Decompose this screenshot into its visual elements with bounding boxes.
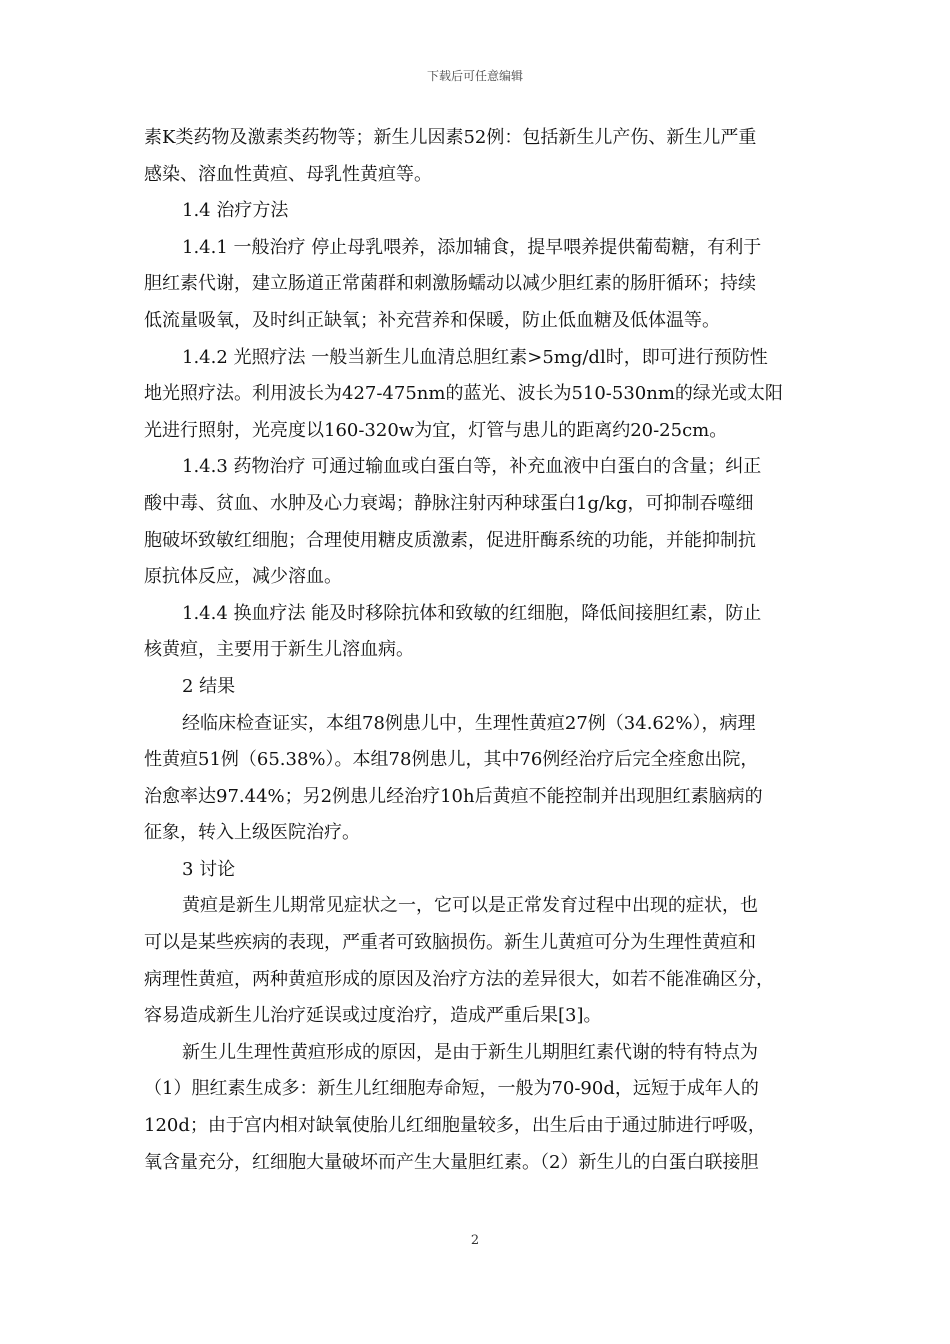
text-line: 3 讨论 xyxy=(182,858,236,880)
text-line: 感染、溶血性黄疸、母乳性黄疸等。 xyxy=(144,163,432,185)
document-body xyxy=(144,120,808,1181)
text-line: 素K类药物及激素类药物等；新生儿因素52例：包括新生儿产伤、新生儿严重 xyxy=(144,127,757,148)
text-line: 光进行照射，光亮度以160-320w为宜，灯管与患儿的距离约20-25cm。 xyxy=(144,419,728,441)
text-line: 病理性黄疸，两种黄疸形成的原因及治疗方法的差异很大，如若不能准确区分， xyxy=(144,968,774,990)
text-line: 氧含量充分，红细胞大量破坏而产生大量胆红素。（2）新生儿的白蛋白联接胆 xyxy=(144,1151,759,1173)
text-line: 胆红素代谢，建立肠道正常菌群和刺激肠蠕动以减少胆红素的肠肝循环；持续 xyxy=(144,273,756,295)
text-line: 2 结果 xyxy=(182,675,236,697)
text-line: 1.4.2 光照疗法 一般当新生儿血清总胆红素>5mg/dl时，即可进行预防性 xyxy=(182,346,768,368)
text-line: 酸中毒、贫血、水肿及心力衰竭；静脉注射丙种球蛋白1g/kg，可抑制吞噬细 xyxy=(144,492,754,514)
text-line: 核黄疸，主要用于新生儿溶血病。 xyxy=(144,639,414,661)
text-line: 低流量吸氧，及时纠正缺氧；补充营养和保暖，防止低血糖及低体温等。 xyxy=(144,309,720,331)
text-line: 性黄疸51例（65.38%）。本组78例患儿，其中76例经治疗后完全痊愈出院， xyxy=(144,749,759,771)
text-line: 治愈率达97.44%；另2例患儿经治疗10h后黄疸不能控制并出现胆红素脑病的 xyxy=(144,785,763,807)
text-line: 1.4 治疗方法 xyxy=(182,200,289,222)
text-line: 胞破坏致敏红细胞；合理使用糖皮质激素，促进肝酶系统的功能，并能抑制抗 xyxy=(144,529,756,551)
text-line: 黄疸是新生儿期常见症状之一，它可以是正常发育过程中出现的症状，也 xyxy=(182,895,758,917)
text-line: 容易造成新生儿治疗延误或过度治疗，造成严重后果[3]。 xyxy=(144,1005,602,1027)
text-line: 原抗体反应，减少溶血。 xyxy=(144,566,342,588)
text-line: 1.4.1 一般治疗 停止母乳喂养，添加辅食，提早喂养提供葡萄糖，有利于 xyxy=(182,236,762,258)
text-line: 1.4.3 药物治疗 可通过输血或白蛋白等，补充血液中白蛋白的含量；纠正 xyxy=(182,456,762,478)
text-line: 新生儿生理性黄疸形成的原因，是由于新生儿期胆红素代谢的特有特点为 xyxy=(182,1041,758,1063)
page-number: 2 xyxy=(470,1233,480,1248)
text-line: 地光照疗法。利用波长为427-475nm的蓝光、波长为510-530nm的绿光或太阳 xyxy=(144,383,783,405)
text-line: 可以是某些疾病的表现，严重者可致脑损伤。新生儿黄疸可分为生理性黄疸和 xyxy=(144,932,756,954)
text-line: 征象，转入上级医院治疗。 xyxy=(144,822,360,844)
text-line: 1.4.4 换血疗法 能及时移除抗体和致敏的红细胞，降低间接胆红素，防止 xyxy=(182,602,762,624)
text-line: 120d；由于宫内相对缺氧使胎儿红细胞量较多，出生后由于通过肺进行呼吸， xyxy=(144,1115,766,1137)
text-line: （1）胆红素生成多：新生儿红细胞寿命短，一般为70-90d，远短于成年人的 xyxy=(144,1078,759,1100)
page-header: 下载后可任意编辑 xyxy=(426,69,523,83)
text-line: 经临床检查证实，本组78例患儿中，生理性黄疸27例（34.62%），病理 xyxy=(182,712,756,734)
